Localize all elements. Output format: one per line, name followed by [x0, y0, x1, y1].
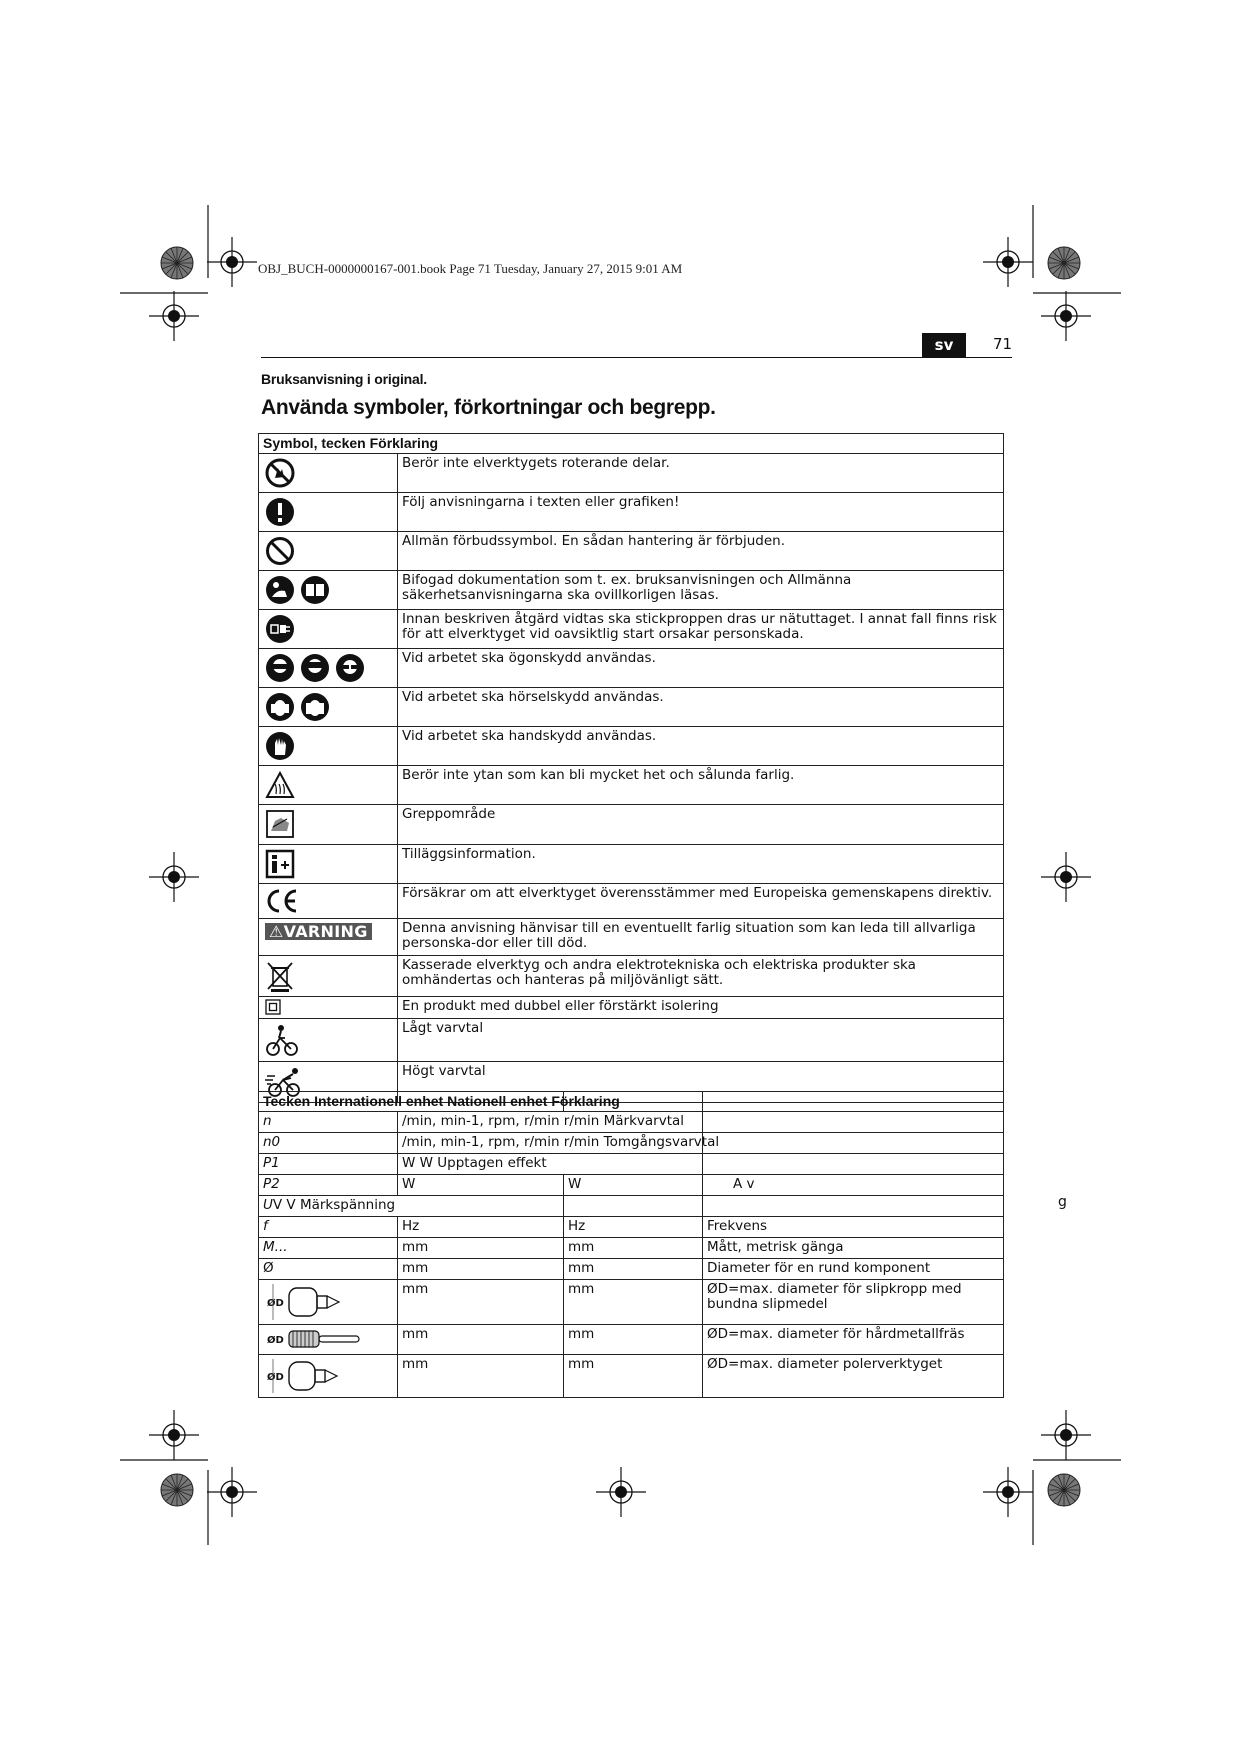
subtitle: Bruksanvisning i original.: [261, 371, 427, 387]
unit-natl: mm: [564, 1280, 703, 1325]
unit-sign: M...: [259, 1238, 398, 1259]
unplug-icon: [265, 614, 295, 644]
low-speed-icon: [265, 1023, 299, 1057]
symbols-row-text: Lågt varvtal: [398, 1019, 1004, 1062]
ce-mark-icon: [265, 888, 299, 914]
unit-sign: f: [259, 1217, 398, 1238]
symbols-row-text: Berör inte elverktygets roterande delar.: [398, 454, 1004, 493]
warning-label-icon: [265, 923, 372, 940]
unit-natl: mm: [564, 1355, 703, 1398]
symbols-row-text: Innan beskriven åtgärd vidtas ska stickproppen dras ur nätuttaget. I annat fall finns risk för att elverktyget vid oavsiktlig start orsakar personskada.: [398, 610, 1004, 649]
unit-explanation: ØD=max. diameter polerverktyget: [703, 1355, 1004, 1398]
symbols-row-text: Högt varvtal: [398, 1062, 1004, 1103]
svg-text:ØD: ØD: [267, 1335, 284, 1346]
exclamation-icon: [265, 497, 295, 527]
svg-text:ØD: ØD: [267, 1372, 284, 1383]
polishing-tool-icon: [265, 1357, 345, 1395]
symbols-row-text: Tilläggsinformation.: [398, 845, 1004, 884]
symbols-row-text: Försäkrar om att elverktyget överensstämmer med Europeiska gemenskapens direktiv.: [398, 884, 1004, 919]
warning-label-text: VARNING: [283, 922, 368, 941]
language-badge: sv: [922, 333, 966, 357]
unit-merged-text: /min, min-1, rpm, r/min r/min Tomgångsvarvtal: [398, 1133, 703, 1154]
symbols-table-header: Symbol, tecken Förklaring: [259, 434, 1004, 454]
units-table-header: Tecken Internationell enhet Nationell enhet Förklaring: [259, 1092, 564, 1112]
hand-protection-icon: [265, 731, 295, 761]
unit-natl: mm: [564, 1325, 703, 1355]
unit-explanation: ØD=max. diameter för slipkropp med bundna slipmedel: [703, 1280, 1004, 1325]
unit-explanation: Diameter för en rund komponent: [703, 1259, 1004, 1280]
prohibition-icon: [265, 536, 295, 566]
unit-sign: n: [259, 1112, 398, 1133]
unit-merged-text: /min, min-1, rpm, r/min r/min Märkvarvtal: [398, 1112, 703, 1133]
grip-area-icon: [265, 809, 295, 839]
no-touch-rotating-icon: [265, 458, 295, 488]
unit-natl: mm: [564, 1259, 703, 1280]
read-manual-icon: [265, 575, 331, 605]
symbols-row-text: Följ anvisningarna i texten eller grafiken!: [398, 493, 1004, 532]
unit-merged-text: W W Upptagen effekt: [398, 1154, 703, 1175]
symbols-row-text: Allmän förbudssymbol. En sådan hantering är förbjuden.: [398, 532, 1004, 571]
symbols-row-text: Vid arbetet ska ögonskydd användas.: [398, 649, 1004, 688]
book-info-line: OBJ_BUCH-0000000167-001.book Page 71 Tuesday, January 27, 2015 9:01 AM: [258, 261, 683, 276]
symbols-row-text: Berör inte ytan som kan bli mycket het och sålunda farlig.: [398, 766, 1004, 805]
symbols-row-text: Vid arbetet ska handskydd användas.: [398, 727, 1004, 766]
unit-explanation: A v: [703, 1175, 1004, 1196]
carbide-cutter-icon: [265, 1327, 365, 1351]
unit-merged-text: V V Märkspänning: [272, 1197, 396, 1213]
unit-sign: P2: [259, 1175, 398, 1196]
unit-explanation: ØD=max. diameter för hårdmetallfräs: [703, 1325, 1004, 1355]
unit-sign: U: [263, 1197, 273, 1213]
symbols-row-text: En produkt med dubbel eller förstärkt isolering: [398, 997, 1004, 1019]
unit-natl: Hz: [564, 1217, 703, 1238]
unit-intl: mm: [398, 1280, 564, 1325]
unit-sign: n0: [259, 1133, 398, 1154]
unit-intl: mm: [398, 1355, 564, 1398]
unit-intl: W: [398, 1175, 564, 1196]
stray-character: g: [1058, 1194, 1067, 1210]
ear-protection-icon: [265, 692, 331, 722]
symbols-row-text: Vid arbetet ska hörselskydd användas.: [398, 688, 1004, 727]
unit-intl: mm: [398, 1259, 564, 1280]
unit-intl: mm: [398, 1325, 564, 1355]
hot-surface-icon: [265, 770, 295, 800]
symbols-row-text: Greppområde: [398, 805, 1004, 845]
unit-explanation: Frekvens: [703, 1217, 1004, 1238]
info-icon: [265, 849, 295, 879]
units-table: [258, 1091, 1004, 1398]
unit-intl: mm: [398, 1238, 564, 1259]
header-rule: [261, 357, 1012, 358]
unit-explanation: Mått, metrisk gänga: [703, 1238, 1004, 1259]
grinding-point-icon: [265, 1282, 345, 1322]
unit-sign: Ø: [259, 1259, 398, 1280]
warning-triangle-icon: ⚠: [269, 922, 284, 941]
unit-intl: Hz: [398, 1217, 564, 1238]
unit-sign: P1: [259, 1154, 398, 1175]
symbols-row-text: Kasserade elverktyg och andra elektrotekniska och elektriska produkter ska omhändertas och hanteras på miljövänligt sätt.: [398, 956, 1004, 997]
symbols-row-text: Denna anvisning hänvisar till en eventuellt farlig situation som kan leda till allvarliga personska-dor eller till död.: [398, 919, 1004, 956]
eye-protection-icon: [265, 653, 367, 683]
weee-bin-icon: [265, 960, 295, 992]
page-number: 71: [993, 335, 1013, 353]
svg-text:ØD: ØD: [267, 1298, 284, 1309]
unit-natl: W: [564, 1175, 703, 1196]
double-insulation-icon: [265, 999, 281, 1015]
page-title: Använda symboler, förkortningar och begrepp.: [261, 396, 716, 419]
symbols-row-text: Bifogad dokumentation som t. ex. bruksanvisningen och Allmänna säkerhetsanvisningarna ska ovillkorligen läsas.: [398, 571, 1004, 610]
symbols-table: [258, 433, 1004, 1103]
unit-natl: mm: [564, 1238, 703, 1259]
